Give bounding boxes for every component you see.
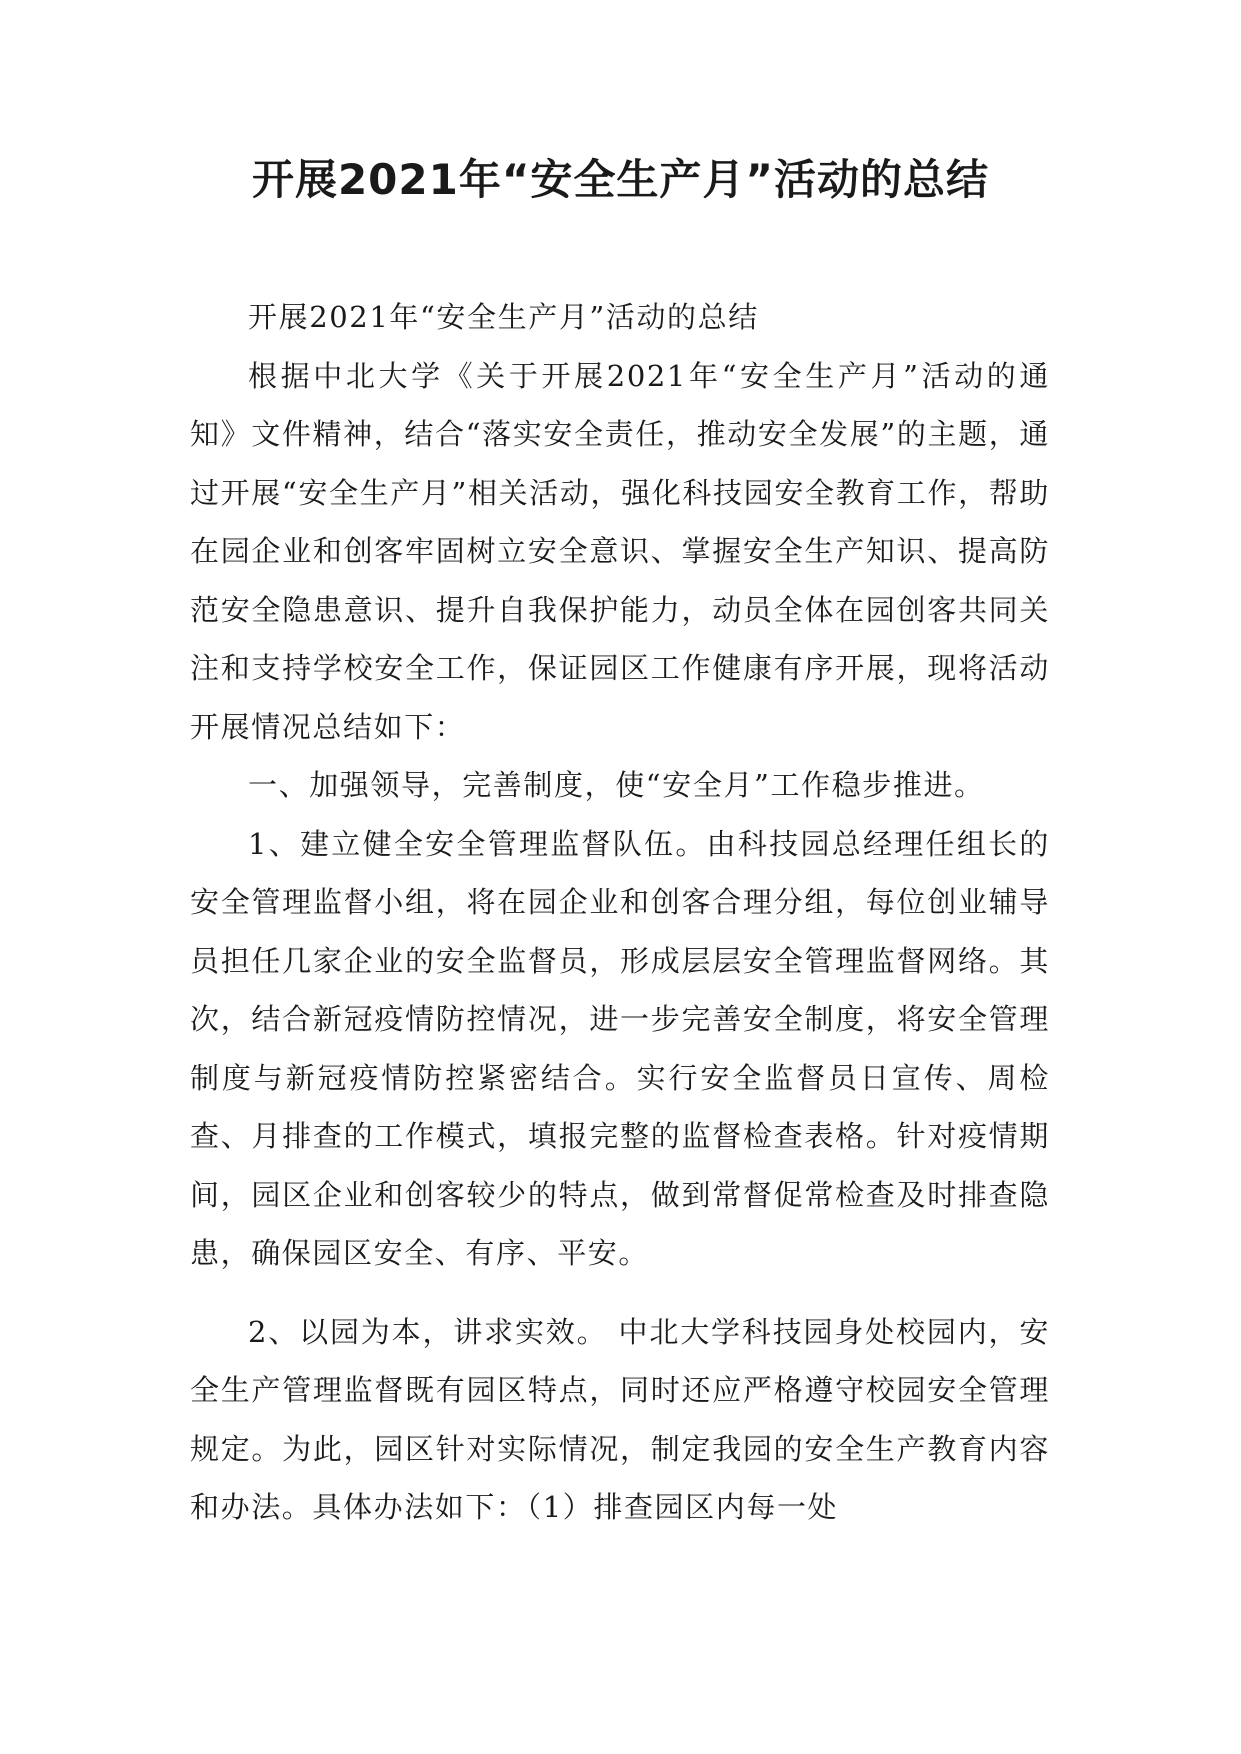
paragraph-item-one: 1、建立健全安全管理监督队伍。由科技园总经理任组长的安全管理监督小组，将在园企业和创客合理分组，每位创业辅导员担任几家企业的安全监督员，形成层层安全管理监督网络。其次，结合新冠疫情防控情况，进一步完善安全制度，将安全管理制度与新冠疫情防控紧密结合。实行安全监督员日宣传、周检查、月排查的工作模式，填报完整的监督检查表格。针对疫情期间，园区企业和创客较少的特点，做到常督促常检查及时排查隐患，确保园区安全、有序、平安。: [190, 826, 1050, 1270]
paragraph-subtitle: 开展2021年“安全生产月”活动的总结: [248, 300, 759, 334]
document-title: 开展2021年“安全生产月”活动的总结: [251, 155, 990, 204]
paragraph-section-one-heading: 一、加强领导，完善制度，使“安全月”工作稳步推进。: [248, 768, 985, 802]
paragraph-item-two: 2、以园为本，讲求实效。 中北大学科技园身处校园内，安全生产管理监督既有园区特点，同时还应严格遵守校园安全管理规定。为此，园区针对实际情况，制定我园的安全生产教育内容和办法。具体办法如下：（1）排查园区内每一处: [190, 1314, 1050, 1524]
paragraph-intro: 根据中北大学《关于开展2021年“安全生产月”活动的通知》文件精神，结合“落实安全责任，推动安全发展”的主题，通过开展“安全生产月”相关活动，强化科技园安全教育工作，帮助在园企业和创客牢固树立安全意识、掌握安全生产知识、提高防范安全隐患意识、提升自我保护能力，动员全体在园创客共同关注和支持学校安全工作，保证园区工作健康有序开展，现将活动开展情况总结如下：: [190, 358, 1050, 744]
document-body: [190, 288, 1050, 1537]
